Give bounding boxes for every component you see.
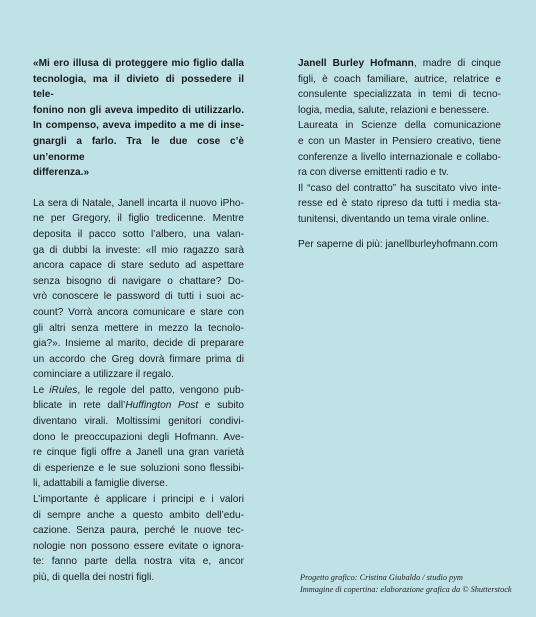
- text-run: blicate in rete dall’: [33, 400, 126, 412]
- text-line: [298, 56, 501, 72]
- text-line: te: fanno parte della nostra vita e, ancor: [33, 556, 244, 568]
- text-line: più, di quella dei nostri figli.: [33, 572, 155, 583]
- pull-quote: [33, 56, 244, 181]
- text-line: cominciare a utilizzare il regalo.: [33, 369, 174, 381]
- text-line: gli altri senza mettere in mezzo la tecnolo-: [33, 322, 244, 334]
- text-line: count? Vorrà ancora comunicare e stare con: [33, 306, 244, 318]
- design-credit: Progetto grafico: Cristina Giubaldo / studio pym: [300, 573, 463, 582]
- text-line: logia, media, salute, relazioni e benessere.: [298, 104, 490, 116]
- text-line: consulente specializzata in temi di tecno-: [298, 89, 501, 101]
- text-line: di sempre anche a questo ambito dell’edu-: [33, 509, 244, 521]
- right-column: [298, 56, 501, 252]
- quote-line: differenza.»: [33, 167, 90, 179]
- text-line: conferenze a livello internazionale e collabo-: [298, 151, 501, 163]
- text-line: li, adattabili a famiglie diverse.: [33, 478, 168, 490]
- text-line: tunitensi, diventando un tema virale online.: [298, 213, 490, 225]
- text-line: di esperienze e le sue soluzioni sono flessibi-: [33, 462, 244, 474]
- website-info: Per saperne di più: janellburleyhofmann.com: [298, 238, 498, 250]
- text-line: Laureata in Scienze della comunicazione: [298, 120, 501, 132]
- text-run: , le regole del patto, vengono pub-: [77, 384, 244, 396]
- text-line: vrò conoscere le password di tutti i suoi ac-: [33, 291, 244, 303]
- text-run: Le: [33, 384, 50, 396]
- text-line: Il “caso del contratto” ha suscitato vivo inte-: [298, 182, 501, 194]
- author-bio: [298, 56, 501, 181]
- text-line: nologie non possono essere evitate o ignora-: [33, 540, 244, 552]
- colophon-credits: [300, 572, 512, 596]
- text-line: deposita il pacco sotto l’albero, una valan-: [33, 228, 244, 240]
- text-line: gia?». Insieme al marito, decide di preparare: [33, 338, 244, 350]
- text-line: e con un Master in Pensiero creativo, tiene: [298, 135, 501, 147]
- text-run: , madre di cinque: [413, 58, 501, 69]
- text-line: re cinque figli offre a Janell una gran varietà: [33, 447, 244, 459]
- paragraph-principles: [33, 492, 244, 586]
- quote-line: gnargli a farlo. Tra le due cose c’è un’enorme: [33, 135, 244, 163]
- quote-line: In compenso, aveva impedito a me di inse-: [33, 120, 244, 132]
- text-line: ra con diverse emittenti radio e tv.: [298, 167, 449, 179]
- cover-credit: Immagine di copertina: elaborazione grafica da © Shutterstock: [300, 585, 512, 594]
- publication-name: Huffington Post: [125, 400, 199, 412]
- paragraph-christmas: [33, 196, 244, 383]
- quote-line: tecnologia, ma il divieto di possedere il tele-: [33, 73, 244, 101]
- paragraph-irules: [33, 383, 244, 492]
- quote-line: fonino non gli aveva impedito di utilizzarlo.: [33, 104, 244, 116]
- text-run: e subito: [198, 400, 245, 412]
- text-line: ga di dubbi la investe: «Il mio ragazzo sarà: [33, 244, 244, 256]
- text-line: resse ed è stato ripreso da tutti i media sta-: [298, 198, 501, 210]
- text-line: La sera di Natale, Janell incarta il nuovo iPho-: [33, 197, 244, 209]
- text-line: [33, 383, 244, 399]
- author-bio-virality: [298, 181, 501, 228]
- author-name: Janell Burley Hofmann: [298, 58, 414, 69]
- text-line: ne per Gregory, il figlio tredicenne. Mentre: [33, 213, 244, 225]
- text-line: diventano virali. Moltissimi genitori condivi-: [33, 416, 244, 428]
- text-line: un accordo che Greg dovrà firmare prima di: [33, 353, 244, 365]
- text-line: [33, 398, 244, 414]
- irules-title: iRules: [49, 384, 78, 396]
- text-line: dono le preoccupazioni degli Hofmann. Ave-: [33, 431, 244, 443]
- quote-line: «Mi ero illusa di proteggere mio figlio dalla: [33, 58, 244, 69]
- left-column: [33, 56, 244, 586]
- text-line: cazione. Senza paura, perché le nuove tec-: [33, 525, 244, 537]
- text-line: figli, è coach familiare, autrice, relatrice e: [298, 73, 501, 85]
- text-line: ancora capace di stare seduto ad aspettare: [33, 260, 244, 272]
- text-line: L’importante è applicare i principi e i valori: [33, 494, 244, 506]
- text-line: senza bisogno di navigare o chattare? Do-: [33, 275, 244, 287]
